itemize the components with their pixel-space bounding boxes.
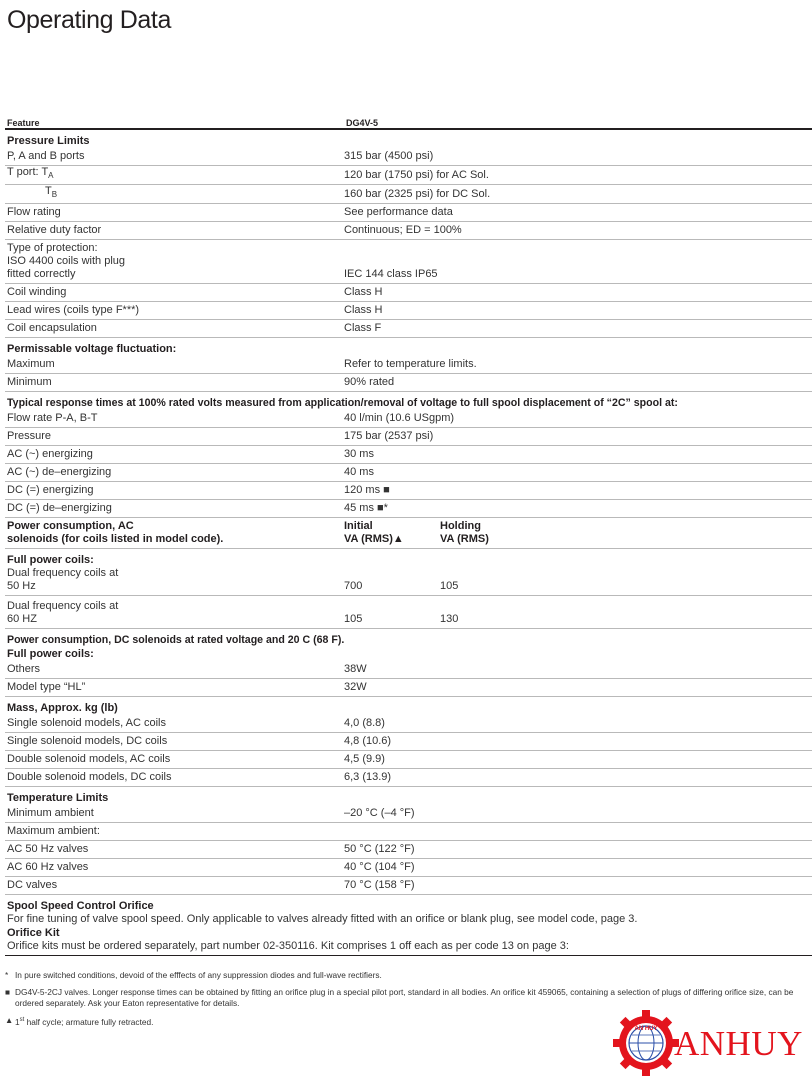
row-value: 40 ms xyxy=(344,466,374,478)
row-label: Relative duty factor xyxy=(7,224,102,236)
row-label: Dual frequency coils at 60 HZ xyxy=(7,600,119,625)
gear-icon xyxy=(611,1008,681,1078)
section-title-orifice: Orifice Kit xyxy=(7,927,60,939)
footnote xyxy=(5,987,810,1009)
square-marker: ■ xyxy=(5,987,11,997)
table-row xyxy=(5,148,812,166)
section-title-full-power-ac: Full power coils: xyxy=(7,554,94,566)
row-value: –20 °C (–4 °F) xyxy=(344,807,415,819)
row-value: 50 °C (122 °F) xyxy=(344,843,415,855)
row-label: Single solenoid models, DC coils xyxy=(7,735,168,747)
row-value: 4,0 (8.8) xyxy=(344,717,385,729)
row-label: DC valves xyxy=(7,879,58,891)
row-value: 4,5 (9.9) xyxy=(344,753,385,765)
row-label: $T_B$ xyxy=(45,185,58,199)
table-row xyxy=(5,428,812,446)
table-row xyxy=(5,841,812,859)
row-label: Others xyxy=(7,663,41,675)
section-title-mass: Mass, Approx. kg (lb) xyxy=(7,702,118,714)
section-title-response: Typical response times at 100% rated volts measured from application/removal of voltage to full spool displacement of “2C” spool at: xyxy=(7,397,678,409)
row-label: AC 50 Hz valves xyxy=(7,843,89,855)
operating-data-table xyxy=(5,112,812,956)
section-title-temperature: Temperature Limits xyxy=(7,792,109,804)
row-value-holding: 105 xyxy=(440,580,459,592)
row-label: DC (=) de–energizing xyxy=(7,502,112,514)
table-row xyxy=(5,302,812,320)
row-value: 120 ms ■ xyxy=(344,484,390,496)
row-label: P, A and B ports xyxy=(7,150,85,162)
initial-column-header: Initial VA (RMS)▲ xyxy=(344,520,404,545)
table-row xyxy=(5,446,812,464)
orifice-text: Orifice kits must be ordered separately, part number 02-350116. Kit comprises 1 off each as per code 13 on page 3: xyxy=(5,940,812,956)
row-value: 30 ms xyxy=(344,448,374,460)
row-value: Class F xyxy=(344,322,382,334)
row-label: Double solenoid models, AC coils xyxy=(7,753,171,765)
footnote-text: In pure switched conditions, devoid of the efffects of any suppression diodes and full-wave rectifiers. xyxy=(15,970,382,980)
row-value: 175 bar (2537 psi) xyxy=(344,430,434,442)
row-value: 90% rated xyxy=(344,376,395,388)
section-title-pressure: Pressure Limits xyxy=(7,135,90,147)
table-row xyxy=(5,751,812,769)
row-value: 40 l/min (10.6 USgpm) xyxy=(344,412,455,424)
table-row xyxy=(5,715,812,733)
holding-column-header: Holding VA (RMS) xyxy=(440,520,489,545)
row-value: Class H xyxy=(344,286,383,298)
table-row xyxy=(5,733,812,751)
footnote xyxy=(5,970,810,981)
row-label: Coil encapsulation xyxy=(7,322,97,334)
table-row xyxy=(5,410,812,428)
table-row xyxy=(5,679,812,697)
row-value: 160 bar (2325 psi) for DC Sol. xyxy=(344,188,491,200)
row-label: AC (~) de–energizing xyxy=(7,466,112,478)
row-value: 4,8 (10.6) xyxy=(344,735,392,747)
row-label: Maximum ambient: xyxy=(7,825,100,837)
table-row xyxy=(5,823,812,841)
row-label: Maximum xyxy=(7,358,55,370)
row-value-initial: 700 xyxy=(344,580,363,592)
row-label: AC 60 Hz valves xyxy=(7,861,89,873)
table-row xyxy=(5,320,812,338)
table-row xyxy=(5,356,812,374)
section-title-power-ac: Power consumption, AC solenoids (for coils listed in model code). xyxy=(7,520,224,545)
row-label: T port: $T_A$ xyxy=(7,166,54,180)
table-row xyxy=(5,240,812,284)
row-value: IEC 144 class IP65 xyxy=(344,268,438,280)
row-value: 32W xyxy=(344,681,367,693)
section-title-voltage: Permissable voltage fluctuation: xyxy=(7,343,177,355)
feature-column-header: Feature xyxy=(7,118,40,128)
row-label: Lead wires (coils type F***) xyxy=(7,304,140,316)
footnote-text: 1st half cycle; armature fully retracted. xyxy=(15,1016,154,1027)
spool-text: For fine tuning of valve spool speed. Only applicable to valves already fitted with an orifice or blank plug, see model code, page 3. xyxy=(7,913,638,925)
section-title-spool: Spool Speed Control Orifice xyxy=(7,900,154,912)
table-row xyxy=(5,222,812,240)
table-row xyxy=(5,877,812,895)
row-label: Pressure xyxy=(7,430,52,442)
row-label: Double solenoid models, DC coils xyxy=(7,771,172,783)
section-title-full-power-dc: Full power coils: xyxy=(7,648,94,660)
table-header xyxy=(5,112,812,130)
row-value: See performance data xyxy=(344,206,453,218)
row-value: 40 °C (104 °F) xyxy=(344,861,415,873)
table-row xyxy=(5,769,812,787)
section-title-power-dc: Power consumption, DC solenoids at rated voltage and 20 C (68 F). xyxy=(7,634,345,646)
page-title: Operating Data xyxy=(7,6,171,34)
row-label: DC (=) energizing xyxy=(7,484,94,496)
row-value: 6,3 (13.9) xyxy=(344,771,392,783)
row-label: Dual frequency coils at 50 Hz xyxy=(7,567,119,592)
row-label: Type of protection: ISO 4400 coils with plug fitted correctly xyxy=(7,242,126,280)
row-label: Flow rating xyxy=(7,206,61,218)
row-value: Class H xyxy=(344,304,383,316)
triangle-marker: ▲ xyxy=(5,1015,14,1025)
logo-wordmark: ANHUY xyxy=(674,1024,803,1063)
table-row xyxy=(5,500,812,518)
table-row xyxy=(5,464,812,482)
table-row xyxy=(5,805,812,823)
table-row xyxy=(5,166,812,185)
footnote-text: DG4V-5-2CJ valves. Longer response times can be obtained by fitting an orifice plug in a special pilot port, standard in all bodies. An orifice kit 459065, containing a selection of plugs of differing orifice size, can be ordered separately. Ask your Eaton representative for details. xyxy=(15,987,794,1008)
row-value: Continuous; ED = 100% xyxy=(344,224,462,236)
row-value: Refer to temperature limits. xyxy=(344,358,477,370)
row-value: 120 bar (1750 psi) for AC Sol. xyxy=(344,169,489,181)
row-label: AC (~) energizing xyxy=(7,448,93,460)
row-label: Coil winding xyxy=(7,286,67,298)
table-row xyxy=(5,661,812,679)
row-label: Minimum xyxy=(7,376,52,388)
model-column-header: DG4V-5 xyxy=(346,118,379,128)
row-value: 70 °C (158 °F) xyxy=(344,879,415,891)
table-row xyxy=(5,204,812,222)
table-row xyxy=(5,567,812,596)
table-row xyxy=(5,284,812,302)
table-row xyxy=(5,482,812,500)
row-label: Minimum ambient xyxy=(7,807,94,819)
asterisk-marker: * xyxy=(5,970,9,980)
row-value: 45 ms ■* xyxy=(344,502,388,514)
row-value: 315 bar (4500 psi) xyxy=(344,150,434,162)
table-row xyxy=(5,596,812,629)
row-value-holding: 130 xyxy=(440,613,459,625)
table-row xyxy=(5,859,812,877)
svg-text:AN HUY: AN HUY xyxy=(634,1026,658,1032)
table-row xyxy=(5,374,812,392)
row-value-initial: 105 xyxy=(344,613,363,625)
row-label: Single solenoid models, AC coils xyxy=(7,717,166,729)
table-row xyxy=(5,185,812,204)
row-label: Flow rate P-A, B-T xyxy=(7,412,98,424)
table-row xyxy=(5,518,812,549)
row-label: Model type “HL” xyxy=(7,681,86,693)
row-value: 38W xyxy=(344,663,367,675)
